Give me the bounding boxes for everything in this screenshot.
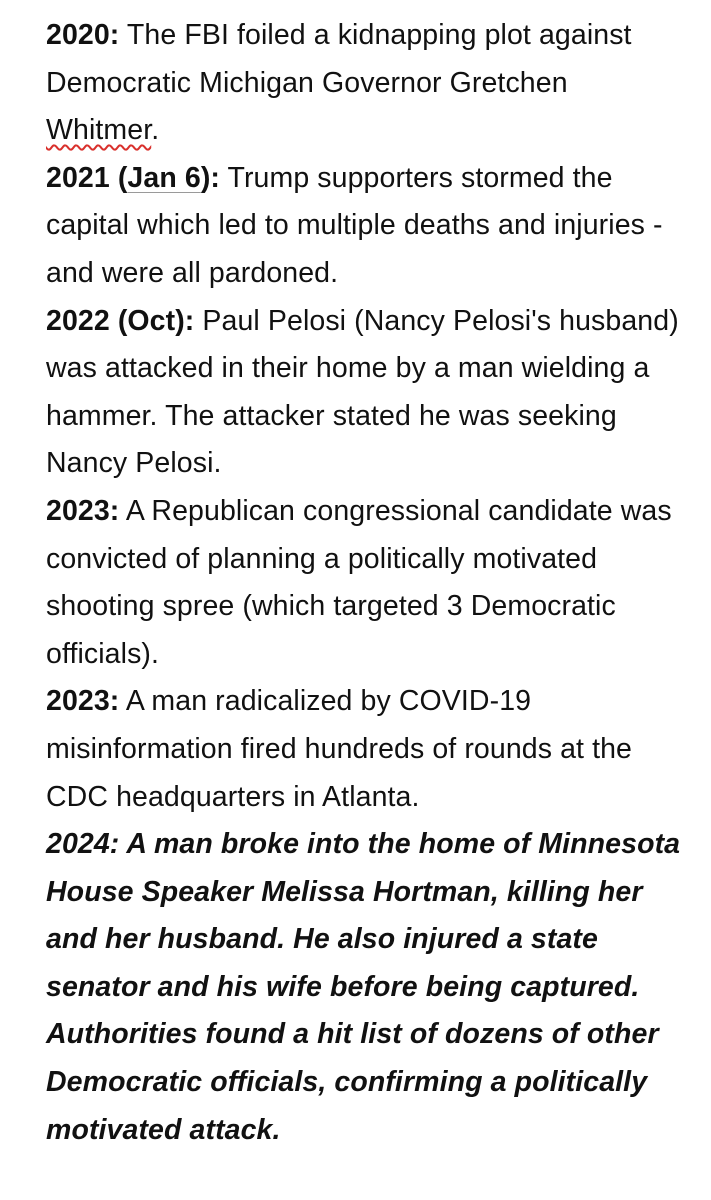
entry-2021	[46, 155, 686, 298]
entry-text: A man radicalized by COVID-19 misinformation fired hundreds of rounds at the CDC headquarters in Atlanta.	[46, 685, 632, 813]
entry-text: Trump supporters stormed the capital which led to multiple deaths and injuries - and were all pardoned.	[46, 161, 663, 289]
entry-year: 2023:	[46, 494, 120, 527]
entry-text: Paul Pelosi (Nancy Pelosi's husband) was attacked in their home by a man wielding a hammer. The attacker stated he was seeking Nancy Pelosi.	[46, 304, 679, 480]
entry-year	[46, 162, 220, 194]
entry-year-prefix: 2021 (	[46, 161, 128, 194]
entry-2023-b	[46, 678, 686, 821]
entry-year-suffix: ):	[200, 161, 220, 194]
misspelled-word: Whitmer	[46, 114, 152, 147]
entry-2022	[46, 298, 686, 488]
entry-2020	[46, 12, 686, 155]
entry-2023-a	[46, 488, 686, 678]
entry-year: 2023:	[46, 685, 120, 718]
entry-text: A Republican congressional candidate was convicted of planning a politically motivated shooting spree (which targeted 3 Democratic officials).	[46, 494, 672, 670]
entry-text: The FBI foiled a kidnapping plot against Democratic Michigan Governor Gretchen	[46, 19, 632, 99]
entry-year: 2022 (Oct):	[46, 304, 195, 337]
document-body	[46, 12, 686, 1154]
entry-year: 2020:	[46, 19, 120, 51]
date-link[interactable]: Jan 6	[127, 161, 201, 194]
entry-text-end: .	[151, 114, 160, 147]
entry-2024: 2024: A man broke into the home of Minnesota House Speaker Melissa Hortman, killing her and her husband. He also injured a state senator and his wife before being captured. Authorities found a hit list of dozens of other Democratic officials, confirming a politically motivated attack.	[46, 828, 681, 1146]
